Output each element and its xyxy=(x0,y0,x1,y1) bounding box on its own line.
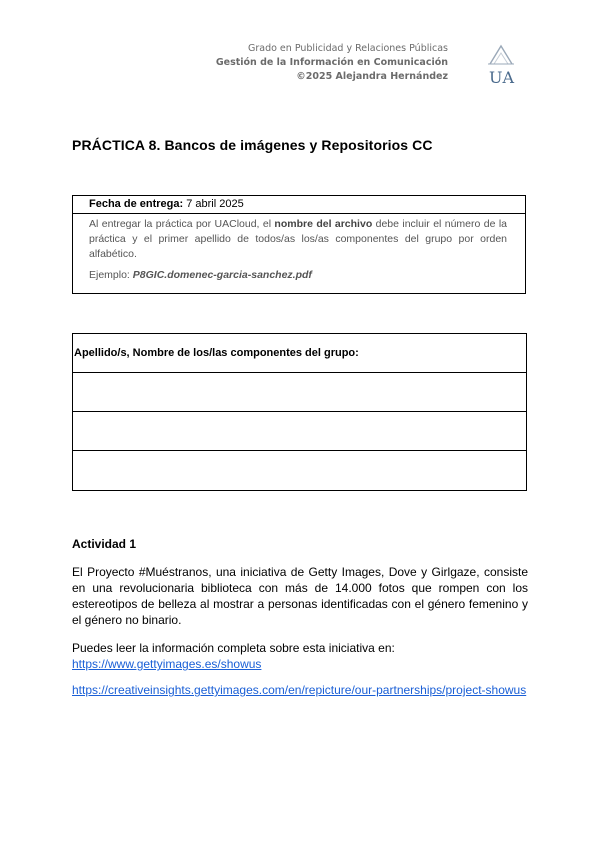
delivery-box xyxy=(72,195,526,294)
activity-info-text: Puedes leer la información completa sobre esta iniciativa en: xyxy=(72,641,395,655)
showus-link[interactable]: https://www.gettyimages.es/showus xyxy=(72,657,262,671)
activity-section xyxy=(72,536,528,708)
header-copyright: ©2025 Alejandra Hernández xyxy=(296,71,448,82)
page-title: PRÁCTICA 8. Bancos de imágenes y Repositorios CC xyxy=(72,137,433,153)
activity-description: El Proyecto #Muéstranos, una iniciativa de Getty Images, Dove y Girlgaze, consiste en una revolucionaria biblioteca con más de 14.000 fotos que rompen con los estereotipos de belleza al mostrar a personas identificadas con el género femenino y el género no binario. xyxy=(72,565,528,627)
ua-logo xyxy=(486,42,516,88)
group-members-table xyxy=(72,333,527,491)
delivery-date-label: Fecha de entrega: xyxy=(89,198,184,210)
delivery-instruction-text: Al entregar la práctica por UACloud, el nombre del archivo debe incluir el número de la práctica y el primer apellido de todos/as los/as componentes del grupo por orden alfabético. xyxy=(89,218,507,260)
file-name-emphasis: nombre del archivo xyxy=(274,218,373,230)
document-header xyxy=(216,42,448,84)
example-label: Ejemplo: xyxy=(89,269,133,281)
group-table-header: Apellido/s, Nombre de los/las componentes del grupo: xyxy=(73,334,526,373)
delivery-date-value: 7 abril 2025 xyxy=(186,198,244,210)
example-filename: P8GIC.domenec-garcia-sanchez.pdf xyxy=(132,269,312,281)
delivery-instructions xyxy=(73,214,525,283)
ua-logo-text: UA xyxy=(489,68,515,87)
ua-logo-icon xyxy=(486,42,516,68)
header-course: Gestión de la Información en Comunicación xyxy=(215,57,448,68)
activity-link-paragraph xyxy=(72,682,528,698)
header-degree: Grado en Publicidad y Relaciones Públicas xyxy=(247,43,448,54)
group-member-row-2[interactable] xyxy=(73,412,526,451)
group-member-row-3[interactable] xyxy=(73,451,526,490)
activity-info xyxy=(72,640,528,672)
activity-heading: Actividad 1 xyxy=(72,537,137,551)
creativeinsights-link[interactable]: https://creativeinsights.gettyimages.com/en/repicture/our-partnerships/project-showus xyxy=(72,683,527,697)
delivery-example xyxy=(89,268,507,283)
delivery-date-row xyxy=(73,196,525,214)
group-member-row-1[interactable] xyxy=(73,373,526,412)
